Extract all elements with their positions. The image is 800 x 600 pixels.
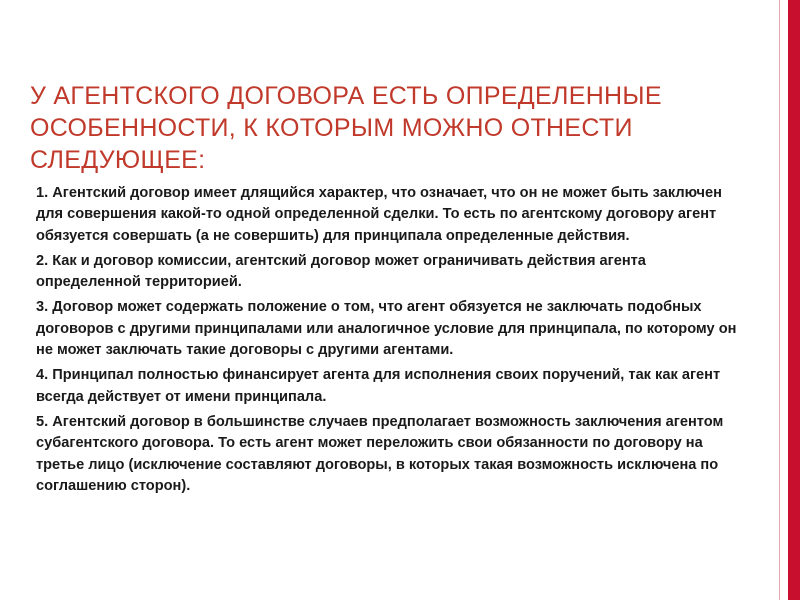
accent-line — [779, 0, 780, 600]
list-item: 1. Агентский договор имеет длящийся характер, что означает, что он не может быть заключен для совершения какой-то одной определенной сделки. То есть по агентскому договору агент обязуется совершать (а не совершить) для принципала определенные действия. — [36, 185, 722, 244]
list-item: 5. Агентский договор в большинстве случаев предполагает возможность заключения агентом субагентского договора. То есть агент может переложить свои обязанности по договору на третье лицо (исключение составляют договоры, в которых такая возможность исключена по соглашению сторон). — [36, 413, 724, 494]
list-item: 2. Как и договор комиссии, агентский договор может ограничивать действия агента определенной территорией. — [36, 252, 646, 291]
list-item: 4. Принципал полностью финансирует агента для исполнения своих поручений, так как агент всегда действует от имени принципала. — [36, 367, 721, 405]
accent-bar — [788, 0, 800, 600]
list-item: 3. Договор может содержать положение о том, что агент обязуется не заключать подобных договоров с другими принципалами или аналогичное условие для принципала, по которому он не может заключать такие договоры с другими агентами. — [36, 299, 737, 359]
slide-title: У АГЕНТСКОГО ДОГОВОРА ЕСТЬ ОПРЕДЕЛЕННЫЕ ОСОБЕННОСТИ, К КОТОРЫМ МОЖНО ОТНЕСТИ СЛЕДУЮЩЕЕ: — [30, 82, 662, 174]
slide-content — [36, 183, 741, 501]
